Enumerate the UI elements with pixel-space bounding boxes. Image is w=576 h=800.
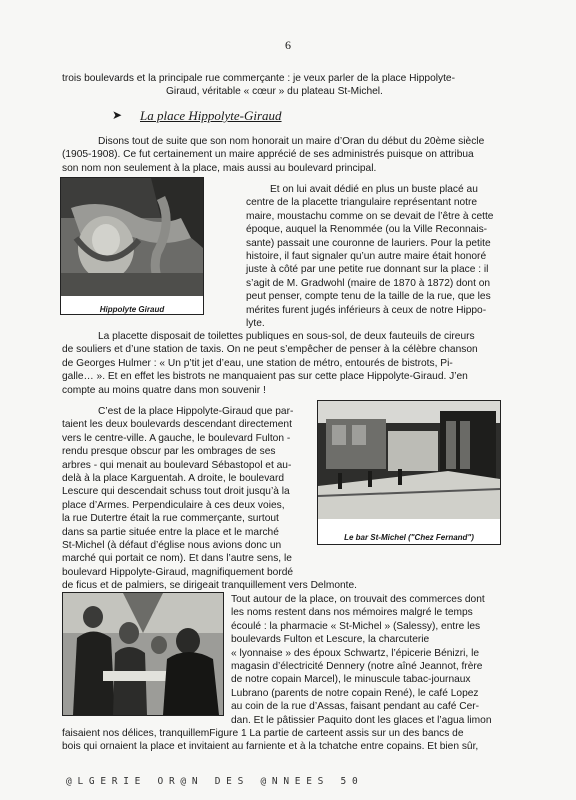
paragraph-4 xyxy=(62,405,358,593)
text-line: bois qui ornaient la place et invitaient au farniente et à la tchatche entre copains. Et bien sûr, xyxy=(62,741,479,753)
section-title: La place Hippolyte-Giraud xyxy=(140,108,282,123)
bullet-arrow-icon: ➤ xyxy=(112,108,123,122)
text-line: son nom non seulement à la place, mais aussi au boulevard principal. xyxy=(62,162,377,174)
text-line: mérites furent jugés inférieurs à ceux de notre Hippo- xyxy=(246,304,487,316)
paragraph-6 xyxy=(62,727,514,754)
text-line: Lubrano (parents de notre copain René), le café Lopez xyxy=(231,687,479,699)
bar-interior-image xyxy=(318,401,500,519)
text-line: boulevards Fulton et Lescure, la charcuterie xyxy=(231,634,430,646)
paragraph-3 xyxy=(62,330,514,397)
text-line: les noms restent dans nos mémoires malgré le temps xyxy=(231,607,473,619)
text-line: (1905-1908). Ce fut certainement un maire apprécié de ses administrés puisque on attribua xyxy=(62,149,474,161)
text-line: maire, moustachu comme on se devait de l’être à cette xyxy=(246,210,494,222)
text-line: Lescure qui descendait schuss tout droit jusqu’à la xyxy=(62,486,290,498)
card-players-image xyxy=(63,593,223,715)
text-line: C’est de la place Hippolyte-Giraud que par- xyxy=(98,406,294,417)
text-line: Et on lui avait dédié en plus un buste placé au xyxy=(270,184,478,195)
text-line: taient les deux boulevards descendant directement xyxy=(62,419,292,431)
text-line: St-Michel (à défaut d’église nous avions donc un xyxy=(62,540,282,552)
text-line: dan. Et le pâtissier Paquito dont les glaces et l’agua limon xyxy=(231,714,492,726)
text-line: Tout autour de la place, on trouvait des commerces dont xyxy=(231,594,485,605)
statue-image xyxy=(61,178,203,296)
text-line: Disons tout de suite que son nom honorait un maire d’Oran du début du 20ème siècle xyxy=(98,136,485,147)
text-line: compte au moins quatre dans mon souvenir ! xyxy=(62,384,266,396)
text-line: au coin de la rue d’Assas, faisant pendant au café Cer- xyxy=(231,701,480,713)
hippolyte-giraud-photo xyxy=(60,177,204,315)
bar-st-michel-photo xyxy=(317,400,501,545)
text-line: dans sa partie située entre la place et le marché xyxy=(62,526,279,538)
intro-paragraph xyxy=(62,72,514,99)
text-line: trois boulevards et la principale rue commerçante : je veux parler de la place Hippolyte- xyxy=(62,73,455,84)
text-line: galle… ». Et en effet les bistrots ne manquaient pas sur cette place Hippolyte-Giraud. J’en xyxy=(62,371,468,383)
text-line: la rue Dutertre était la rue commerçante, surtout xyxy=(62,513,279,525)
paragraph-5 xyxy=(231,593,513,727)
page-number: 6 xyxy=(285,38,291,52)
photo-caption: Hippolyte Giraud xyxy=(99,305,165,314)
text-line: époque, auquel la Renommée (ou la Ville Reconnais- xyxy=(246,224,488,236)
text-line: magasin d’électricité Dennery (notre aîné Jeannot, frère xyxy=(231,661,483,673)
text-line: de Georges Hulmer : « Un p’tit jet d’eau, une station de métro, entourés de bistrots, Pi- xyxy=(62,357,453,369)
text-line: lyte. xyxy=(246,318,265,330)
text-line: s’agit de M. Gradwohl (maire de 1870 à 1872) dont on xyxy=(246,277,491,289)
paragraph-1 xyxy=(62,135,514,175)
text-line: Giraud, véritable « cœur » du plateau St-Michel. xyxy=(166,86,383,98)
text-line: histoire, il faut signaler qu’un autre maire était honoré xyxy=(246,251,487,263)
text-line: écoulé : la pharmacie « St-Michel » (Salessy), entre les xyxy=(231,620,481,632)
text-line: marché qui portait ce nom). Et dans l’autre sens, le xyxy=(62,553,292,565)
text-line: de souliers et d’une station de taxis. On ne peut s’empêcher de penser à la célèbre chanson xyxy=(62,344,478,356)
card-game-photo xyxy=(62,592,224,716)
text-line: La placette disposait de toilettes publiques en sous-sol, de deux fauteuils de cireurs xyxy=(98,331,475,342)
paragraph-2 xyxy=(246,183,516,330)
text-line: « lyonnaise » des époux Schwartz, l’épicerie Bénizri, le xyxy=(231,647,480,659)
text-line: place d’Armes. Perpendiculaire à ces deux voies, xyxy=(62,499,285,511)
text-line: arbres - qui menait au boulevard Sébastopol et au- xyxy=(62,459,292,471)
text-line: faisaient nos délices, tranquillemFigure 1 La partie de carteent assis sur un des bancs de xyxy=(62,728,464,739)
text-line: de notre copain Marcel), le minuscule tabac-journaux xyxy=(231,674,471,686)
text-line: sante) passait une couronne de lauriers. Pour la petite xyxy=(246,237,491,249)
text-line: boulevard Hippolyte-Giraud, magnifiquement bordé xyxy=(62,566,294,578)
text-line: rendu presque obscur par les ombrages de ses xyxy=(62,446,276,458)
text-line: juste à côté par une petite rue donnant sur la place : il xyxy=(246,264,489,276)
page-footer: @ L G E R I E O R @ N D E S @ N N E E S 5 0 xyxy=(66,776,358,787)
photo-caption: Le bar St-Michel ("Chez Fernand") xyxy=(344,533,474,542)
text-line: de ficus et de palmiers, se dirigeait tranquillement vers Delmonte. xyxy=(62,580,358,592)
text-line: peut penser, compte tenu de la taille de la rue, que les xyxy=(246,291,491,303)
text-line: vers le centre-ville. A gauche, le boulevard Fulton - xyxy=(62,432,291,444)
text-line: centre de la placette triangulaire représentant notre xyxy=(246,197,478,209)
text-line: delà à la place Karguentah. A droite, le boulevard xyxy=(62,473,285,485)
